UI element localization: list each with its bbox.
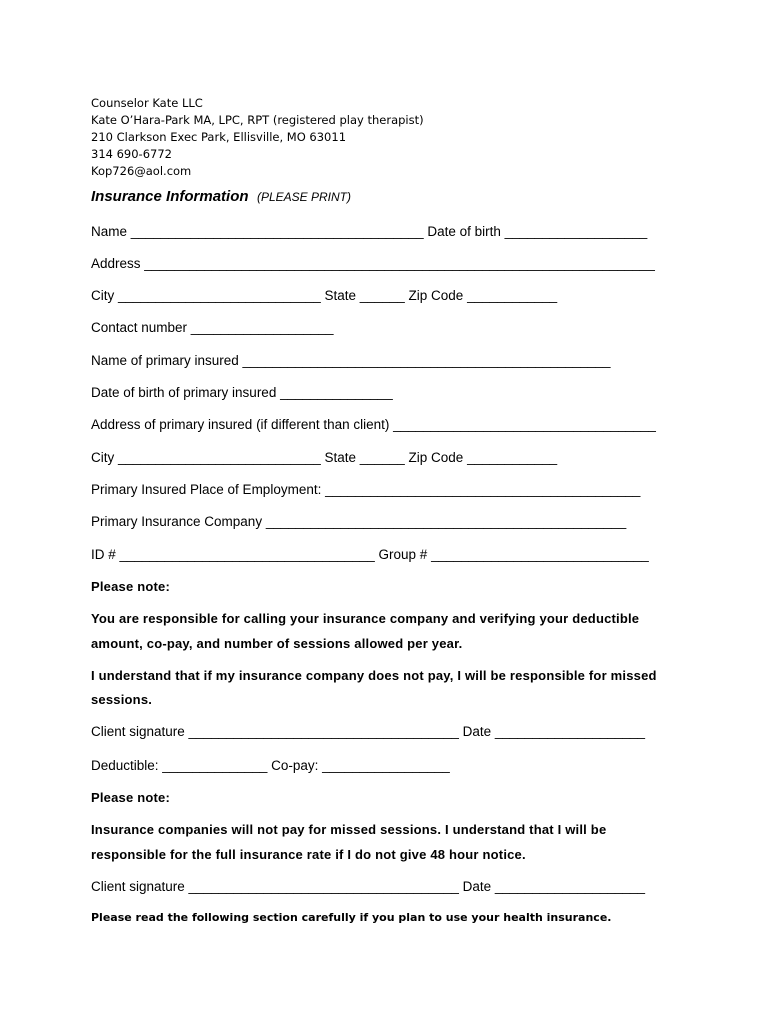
practice-email: Kop726@aol.com <box>91 164 192 178</box>
note-text: responsible for the full insurance rate if I do not give 48 hour notice. <box>91 847 526 862</box>
form-title-sub: (PLEASE PRINT) <box>256 190 352 204</box>
form-title <box>91 188 351 206</box>
primary-insured-name-line[interactable]: Name of primary insured _________________________________________________ <box>91 353 611 368</box>
note-text: amount, co-pay, and number of sessions allowed per year. <box>91 636 463 651</box>
practice-header <box>91 95 424 180</box>
note-text: You are responsible for calling your insurance company and verifying your deductible <box>91 611 640 626</box>
id-group-line[interactable]: ID # __________________________________ Group # _____________________________ <box>91 547 649 562</box>
form-title-main: Insurance Information <box>91 188 249 205</box>
address-field-line[interactable]: Address ____________________________________________________________________ <box>91 256 655 271</box>
deductible-copay-line[interactable]: Deductible: ______________ Co-pay: _________________ <box>91 758 450 773</box>
note-label: Please note: <box>91 790 170 805</box>
note-text: I understand that if my insurance company does not pay, I will be responsible for missed <box>91 668 657 683</box>
name-field-line[interactable]: Name _______________________________________ Date of birth ___________________ <box>91 224 648 239</box>
note-text: Insurance companies will not pay for missed sessions. I understand that I will be <box>91 822 607 837</box>
city-state-zip-line[interactable]: City ___________________________ State ______ Zip Code ____________ <box>91 288 558 303</box>
contact-number-line[interactable]: Contact number ___________________ <box>91 320 334 335</box>
practice-phone: 314 690-6772 <box>91 147 172 161</box>
footer-note: Please read the following section carefully if you plan to use your health insurance. <box>91 911 612 924</box>
employment-line[interactable]: Primary Insured Place of Employment: __________________________________________ <box>91 482 641 497</box>
insurance-company-line[interactable]: Primary Insurance Company ________________________________________________ <box>91 514 627 529</box>
note-label: Please note: <box>91 579 170 594</box>
practitioner-credentials: Kate O’Hara-Park MA, LPC, RPT (registered play therapist) <box>91 113 424 127</box>
primary-insured-dob-line[interactable]: Date of birth of primary insured _______________ <box>91 385 393 400</box>
note-text: sessions. <box>91 692 153 707</box>
practice-address: 210 Clarkson Exec Park, Ellisville, MO 63011 <box>91 130 347 144</box>
practice-name: Counselor Kate LLC <box>91 96 203 110</box>
client-signature-line[interactable]: Client signature ____________________________________ Date ____________________ <box>91 724 646 739</box>
primary-insured-address-line[interactable]: Address of primary insured (if different than client) ___________________________________ <box>91 417 656 432</box>
client-signature-line[interactable]: Client signature ____________________________________ Date ____________________ <box>91 879 646 894</box>
primary-city-state-zip-line[interactable]: City ___________________________ State ______ Zip Code ____________ <box>91 450 558 465</box>
